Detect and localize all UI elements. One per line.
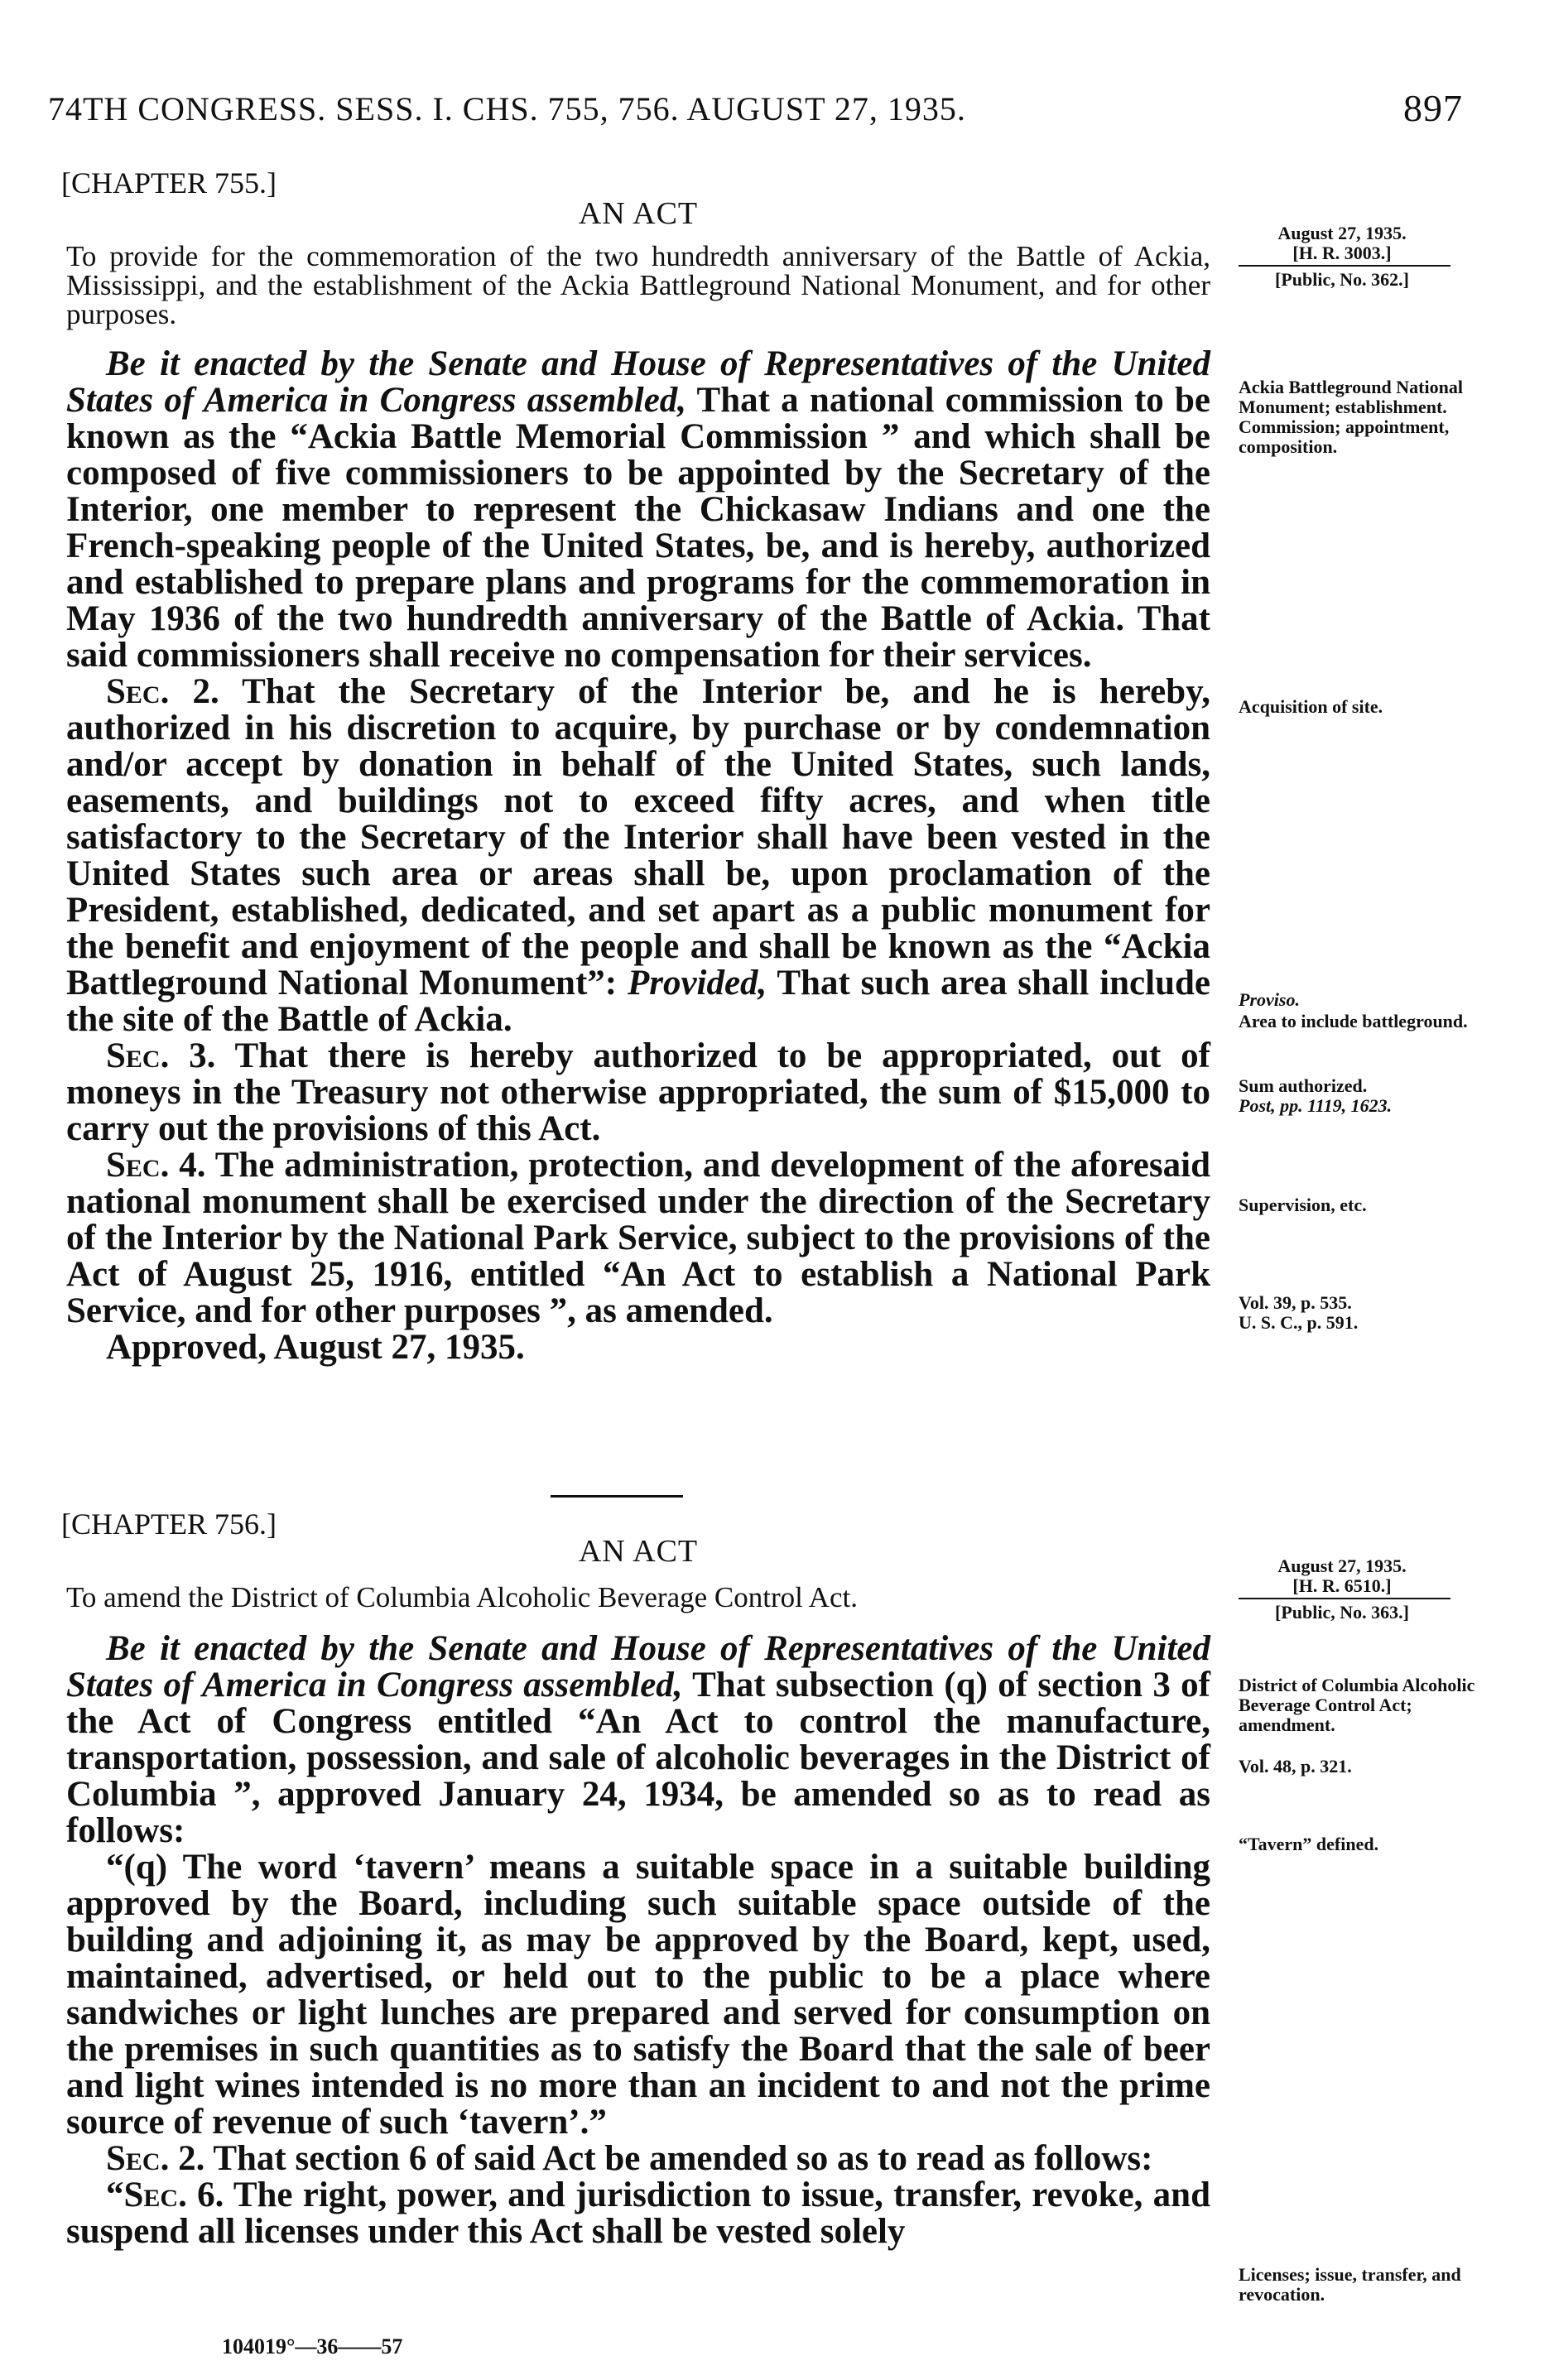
chapter-756-title: To amend the District of Columbia Alcoholic Beverage Control Act. bbox=[66, 1581, 858, 1613]
ch755-side-rule bbox=[1239, 265, 1450, 267]
ch755-enacting-clause: Be it enacted by the Senate and House of Representatives of the United States of America in Congress assembled, bbox=[66, 344, 1210, 420]
ch755-sec2-text: That the Secretary of the Interior be, and he is hereby, authorized in his discretion to acquire, by purchase or by condemnation and/or accept by donation in behalf of the United States, such lands, easements, and buildings not to exceed fifty acres, and when title satisfactory to the Secretary of the Interior shall have been vested in the United States such area or areas shall be, upon proclamation of the President, established, dedicated, and set apart as a public monument for the benefit and enjoyment of the people and shall be known as the “Ackia Battleground National Monument”: bbox=[66, 672, 1210, 1002]
ch756-side-rule bbox=[1239, 1598, 1450, 1599]
ch755-enacting-paragraph bbox=[66, 346, 1210, 674]
ch755-section-3 bbox=[66, 1038, 1210, 1147]
ch756-sec2-label: Sec. 2. bbox=[106, 2139, 205, 2178]
ch755-sec2-label: Sec. 2. bbox=[106, 672, 219, 711]
ch756-note-licenses: Licenses; issue, transfer, and revocation. bbox=[1239, 2264, 1461, 2305]
ch755-sec4-label: Sec. 4. bbox=[106, 1146, 206, 1185]
ch755-note-sum: Sum authorized. bbox=[1239, 1075, 1368, 1096]
ch756-sec6-label: “Sec. 6. bbox=[106, 2176, 224, 2214]
ch756-note-tavern: “Tavern” defined. bbox=[1239, 1834, 1379, 1854]
chapter-756-body bbox=[66, 1631, 1210, 2250]
ch755-note-post: Post, pp. 1119, 1623. bbox=[1239, 1095, 1393, 1116]
ch756-enacting-clause: Be it enacted by the Senate and House of Representatives of the United States of America in Congress assembled, bbox=[66, 1629, 1210, 1704]
ch755-proviso-text: That such area shall include the site of the Battle of Ackia. bbox=[66, 964, 1210, 1039]
ch756-note-vol48: Vol. 48, p. 321. bbox=[1239, 1756, 1352, 1777]
ch756-note-dc: District of Columbia Alcoholic Beverage Control Act; amendment. bbox=[1239, 1675, 1475, 1735]
ch756-sec6-text: The right, power, and jurisdiction to issue, transfer, revoke, and suspend all licenses under this Act shall be vested solely bbox=[66, 2176, 1210, 2251]
chapter-755-heading: [CHAPTER 755.] bbox=[61, 166, 277, 200]
ch755-note-proviso-label: Proviso. bbox=[1239, 989, 1300, 1010]
ch755-approved: Approved, August 27, 1935. bbox=[106, 1328, 525, 1367]
printer-signature: 104019°—36——57 bbox=[222, 2334, 403, 2358]
chapter-756-heading: [CHAPTER 756.] bbox=[61, 1507, 277, 1541]
ch756-side-public: [Public, No. 363.] bbox=[1275, 1602, 1409, 1623]
ch755-side-bill: [H. R. 3003.] bbox=[1292, 243, 1392, 263]
ch755-side-public: [Public, No. 362.] bbox=[1275, 269, 1409, 290]
ch755-provided: Provided, bbox=[627, 964, 767, 1002]
ch755-section-4 bbox=[66, 1147, 1210, 1329]
ch755-sec4-text: The administration, protection, and development of the aforesaid national monument shall be exercised under the direction of the Secretary of the Interior by the National Park Service, subject to the provisions of the Act of August 25, 1916, entitled “An Act to establish a National Park Service, and for other purposes ”, as amended. bbox=[66, 1146, 1210, 1330]
ch756-subsection-q: “(q) The word ‘tavern’ means a suitable space in a suitable building approved by the Board, including such suitable space outside of the building and adjoining it, as may be approved by the Board, kept, used, maintained, advertised, or held out to the public to be a place where sandwiches or light lunches are prepared and served for consumption on the premises in such quantities as to satisfy the Board that the sale of beer and light wines intended is no more than an incident to and not the prime source of revenue of such ‘tavern’.” bbox=[66, 1848, 1210, 2142]
ch755-note-supervision: Supervision, etc. bbox=[1239, 1195, 1367, 1215]
ch755-sec3-text: That there is hereby authorized to be appropriated, out of moneys in the Treasury not otherwise appropriated, the sum of $15,000 to carry out the provisions of this Act. bbox=[66, 1036, 1210, 1148]
ch756-section-6 bbox=[66, 2177, 1210, 2250]
chapter-755-title: To provide for the commemoration of the two hundredth anniversary of the Battle of Ackia, Mississippi, and the establishment of the Ackia Battleground National Monument, and for other purposes. bbox=[66, 240, 1210, 330]
ch755-section-2 bbox=[66, 674, 1210, 1038]
ch755-side-date: August 27, 1935. bbox=[1277, 223, 1407, 243]
chapter-755-an-act: AN ACT bbox=[578, 196, 699, 231]
ch756-side-bill: [H. R. 6510.] bbox=[1292, 1575, 1392, 1596]
ch756-section-2 bbox=[66, 2141, 1210, 2177]
ch755-note-proviso-text: Area to include battleground. bbox=[1239, 1011, 1468, 1031]
ch755-sec3-label: Sec. 3. bbox=[106, 1036, 216, 1075]
ch756-section-1-text: That subsection (q) of section 3 of the Act of Congress entitled “An Act to control the manufacture, transportation, possession, and sale of alcoholic beverages in the District of Columbia ”, approved January 24, 1934, be amended so as to read as follows: bbox=[66, 1666, 1210, 1850]
ch755-note-vol39: Vol. 39, p. 535. bbox=[1239, 1292, 1352, 1313]
ch755-section-1-text: That a national commission to be known as the “Ackia Battle Memorial Commission ” and which shall be composed of five commissioners to be appointed by the Secretary of the Interior, one member to represent the Chickasaw Indians and one the French-speaking people of the United States, be, and is hereby, authorized and established to prepare plans and programs for the commemoration in May 1936 of the two hundredth anniversary of the Battle of Ackia. That said commissioners shall receive no compensation for their services. bbox=[66, 381, 1211, 675]
ch755-note-acquisition: Acquisition of site. bbox=[1239, 696, 1383, 717]
running-header: 74TH CONGRESS. SESS. I. CHS. 755, 756. AUGUST 27, 1935. bbox=[48, 90, 966, 127]
chapter-756-an-act: AN ACT bbox=[578, 1534, 699, 1569]
chapter-separator bbox=[551, 1495, 683, 1498]
page-number: 897 bbox=[1403, 87, 1463, 129]
ch755-note-usc: U. S. C., p. 591. bbox=[1239, 1312, 1359, 1333]
ch755-note-commission: Ackia Battleground National Monument; establishment. Commission; appointment, composition. bbox=[1239, 377, 1463, 457]
ch756-side-date: August 27, 1935. bbox=[1277, 1555, 1407, 1576]
chapter-755-body bbox=[66, 346, 1210, 1366]
ch756-enacting-paragraph bbox=[66, 1631, 1210, 1849]
ch756-sec2-text: That section 6 of said Act be amended so as to read as follows: bbox=[213, 2139, 1153, 2178]
